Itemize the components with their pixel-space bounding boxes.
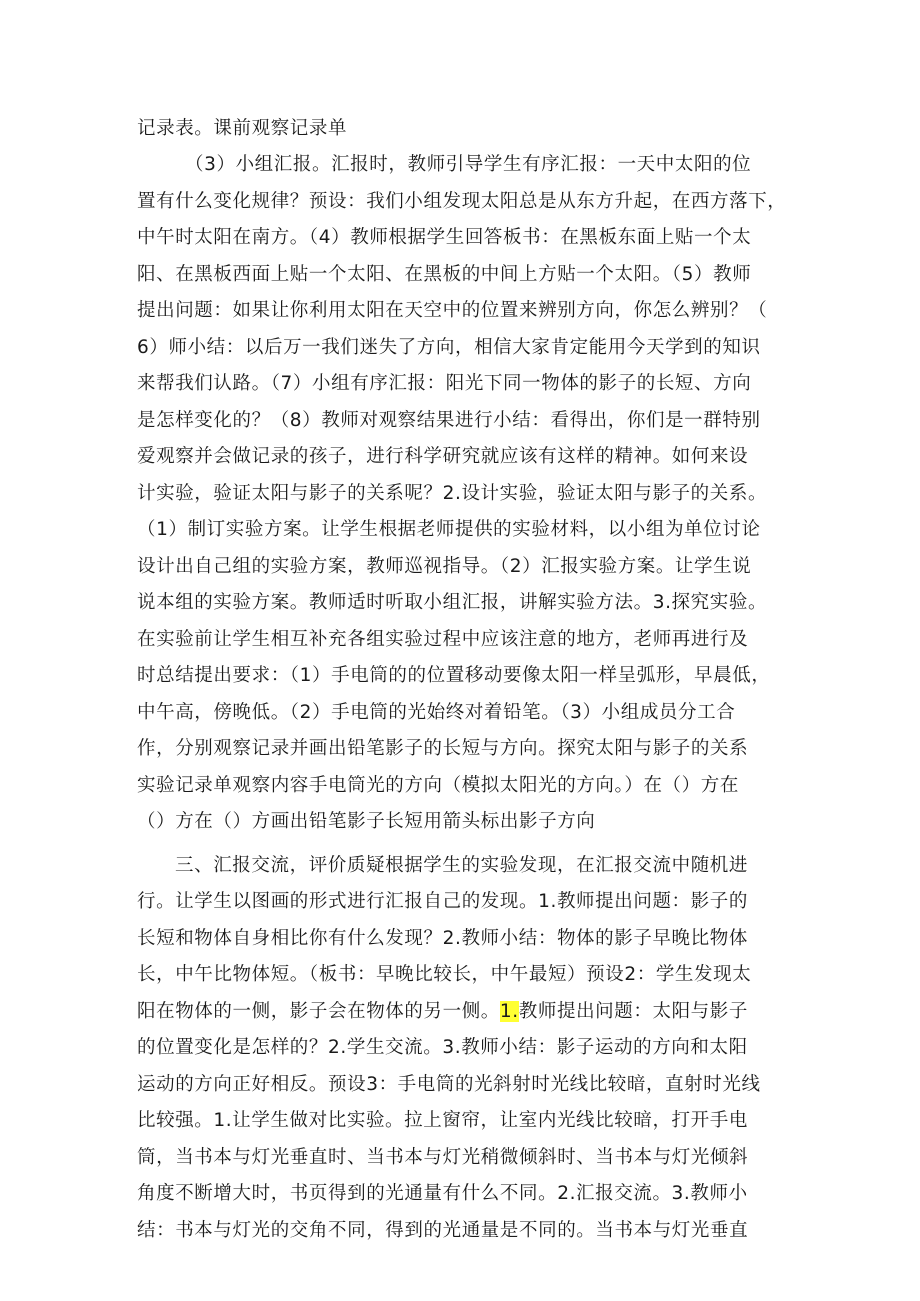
text-line: 阳在物体的一侧，影子会在物体的另一侧。	[137, 1001, 500, 1022]
line	[137, 583, 767, 623]
line	[137, 729, 748, 769]
text-line: 长短和物体自身相比你有什么发现？2.教师小结：物体的影子早晚比物体	[137, 928, 748, 949]
line	[137, 766, 739, 806]
line	[137, 620, 748, 660]
line	[137, 547, 751, 587]
line	[137, 1174, 748, 1214]
line	[137, 1138, 748, 1178]
text-line: 三、汇报交流，评价质疑根据学生的实验发现，在汇报交流中随机进	[175, 855, 749, 876]
text-line: 教师提出问题：太阳与影子	[518, 1001, 748, 1022]
text-line: （1）制订实验方案。让学生根据老师提供的实验材料，以小组为单位讨论	[137, 519, 761, 540]
text-line: 提出问题：如果让你利用太阳在天空中的位置来辨别方向，你怎么辨别？（	[137, 300, 768, 321]
text-line: 实验记录单观察内容手电筒光的方向（模拟太阳光的方向。）在（）方在	[137, 775, 739, 796]
highlighted-text: 1.	[499, 1001, 519, 1022]
text-line: 角度不断增大时，书页得到的光通量有什么不同。2.汇报交流。3.教师小	[137, 1183, 748, 1204]
line	[137, 182, 786, 222]
line	[137, 401, 761, 441]
text-line: 记录表。课前观察记录单	[137, 118, 348, 139]
text-line: 说本组的实验方案。教师适时听取小组汇报，讲解实验方法。3.探究实验。	[137, 592, 768, 613]
text-line: 在实验前让学生相互补充各组实验过程中应该注意的地方，老师再进行及	[137, 629, 749, 650]
line	[137, 656, 770, 696]
text-line: 运动的方向正好相反。预设3：手电筒的光斜射时光线比较暗，直射时光线	[137, 1074, 761, 1095]
text-line: 的位置变化是怎样的？2.学生交流。3.教师小结：影子运动的方向和太阳	[137, 1037, 748, 1058]
text-line: （）方在（）方画出铅笔影子长短用箭头标出影子方向	[137, 811, 596, 832]
line	[137, 1065, 761, 1105]
text-line: 筒，当书本与灯光垂直时、当书本与灯光稍微倾斜时、当书本与灯光倾斜	[137, 1147, 749, 1168]
line	[137, 109, 347, 149]
text-line: 比较强。1.让学生做对比实验。拉上窗帘，让室内光线比较暗，打开手电	[137, 1110, 748, 1131]
text-line: 置有什么变化规律？预设：我们小组发现太阳总是从东方升起，在西方落下，	[137, 191, 787, 212]
text-line: （3）小组汇报。汇报时，教师引导学生有序汇报：一天中太阳的位	[185, 154, 752, 175]
line	[137, 882, 748, 922]
text-line: 中午时太阳在南方。（4）教师根据学生回答板书：在黑板东面上贴一个太	[137, 227, 752, 248]
line	[137, 1211, 748, 1251]
text-line: 计实验，验证太阳与影子的关系呢？2.设计实验，验证太阳与影子的关系。	[137, 483, 768, 504]
line	[185, 145, 751, 185]
line	[137, 437, 748, 477]
text-line: 是怎样变化的？（8）教师对观察结果进行小结：看得出，你们是一群特别	[137, 410, 761, 431]
line	[175, 846, 748, 886]
text-line: 6）师小结：以后万一我们迷失了方向，相信大家肯定能用今天学到的知识	[137, 337, 761, 358]
text-line: 作，分别观察记录并画出铅笔影子的长短与方向。探究太阳与影子的关系	[137, 738, 749, 759]
line	[137, 218, 751, 258]
text-line: 结：书本与灯光的交角不同，得到的光通量是不同的。当书本与灯光垂直	[137, 1220, 749, 1241]
line	[137, 1101, 748, 1141]
text-line: 阳、在黑板西面上贴一个太阳、在黑板的中间上方贴一个太阳。（5）教师	[137, 264, 752, 285]
line	[137, 693, 735, 733]
line	[137, 328, 761, 368]
text-line: 来帮我们认路。（7）小组有序汇报：阳光下同一物体的影子的长短、方向	[137, 373, 752, 394]
text-line: 长，中午比物体短。（板书：早晚比较长，中午最短）预设2：学生发现太	[137, 964, 752, 985]
text-line: 时总结提出要求：（1）手电筒的的位置移动要像太阳一样呈弧形，早晨低，	[137, 665, 771, 686]
text-line: 设计出自己组的实验方案，教师巡视指导。（2）汇报实验方案。让学生说	[137, 556, 752, 577]
line	[137, 291, 767, 331]
text-line: 爱观察并会做记录的孩子，进行科学研究就应该有这样的精神。如何来设	[137, 446, 749, 467]
text-line: 中午高，傍晚低。（2）手电筒的光始终对着铅笔。（3）小组成员分工合	[137, 702, 736, 723]
text-line: 行。让学生以图画的形式进行汇报自己的发现。1.教师提出问题：影子的	[137, 891, 748, 912]
line	[137, 955, 751, 995]
line	[137, 992, 748, 1032]
line	[137, 255, 751, 295]
line	[137, 802, 595, 842]
line	[137, 474, 767, 514]
line	[137, 919, 748, 959]
line	[137, 364, 751, 404]
line	[137, 510, 761, 550]
line	[137, 1028, 748, 1068]
